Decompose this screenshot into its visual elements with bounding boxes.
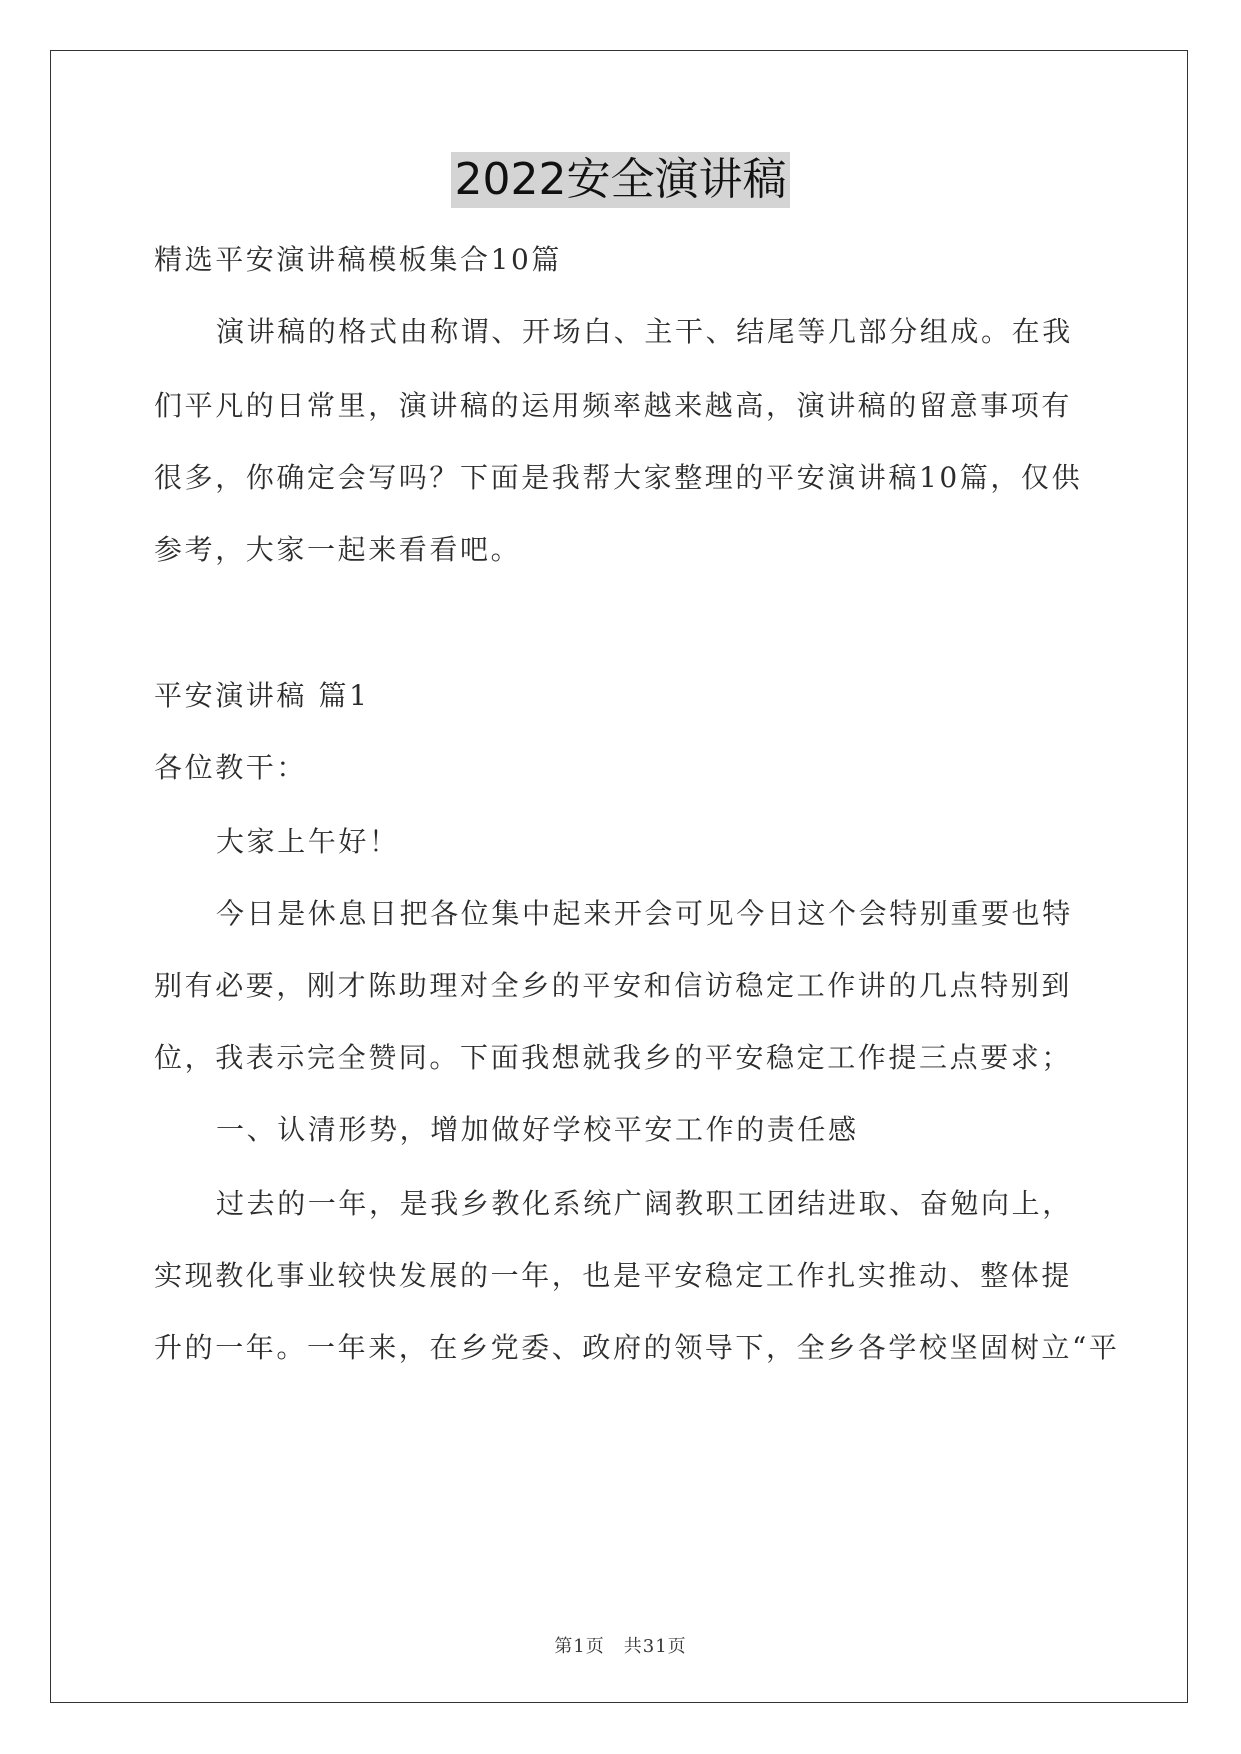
paragraph-line: 升的一年。一年来，在乡党委、政府的领导下，全乡各学校坚固树立“平	[154, 1331, 1120, 1364]
page-footer: 第1页 共31页	[554, 1636, 687, 1657]
page-border	[50, 50, 1188, 1703]
subtitle-line: 精选平安演讲稿模板集合10篇	[154, 243, 563, 276]
paragraph-line: 别有必要，刚才陈助理对全乡的平安和信访稳定工作讲的几点特别到	[154, 969, 1073, 1002]
paragraph-line: 今日是休息日把各位集中起来开会可见今日这个会特别重要也特	[216, 897, 1073, 930]
paragraph-line: 一、认清形势，增加做好学校平安工作的责任感	[216, 1113, 859, 1146]
paragraph-line: 实现教化事业较快发展的一年，也是平安稳定工作扎实推动、整体提	[154, 1259, 1073, 1292]
paragraph-line: 大家上午好！	[216, 825, 400, 858]
paragraph-line: 们平凡的日常里，演讲稿的运用频率越来越高，演讲稿的留意事项有	[154, 389, 1073, 422]
salutation-line: 各位教干：	[154, 751, 308, 784]
title-wrap	[0, 152, 1241, 208]
section-heading: 平安演讲稿 篇1	[154, 679, 370, 712]
paragraph-line: 位，我表示完全赞同。下面我想就我乡的平安稳定工作提三点要求；	[154, 1041, 1073, 1074]
document-title: 2022安全演讲稿	[451, 152, 791, 208]
paragraph-line: 参考，大家一起来看看吧。	[154, 533, 522, 566]
paragraph-line: 很多，你确定会写吗？下面是我帮大家整理的平安演讲稿10篇，仅供	[154, 461, 1083, 494]
paragraph-line: 演讲稿的格式由称谓、开场白、主干、结尾等几部分组成。在我	[216, 315, 1073, 348]
paragraph-line: 过去的一年，是我乡教化系统广阔教职工团结进取、奋勉向上，	[216, 1187, 1073, 1220]
